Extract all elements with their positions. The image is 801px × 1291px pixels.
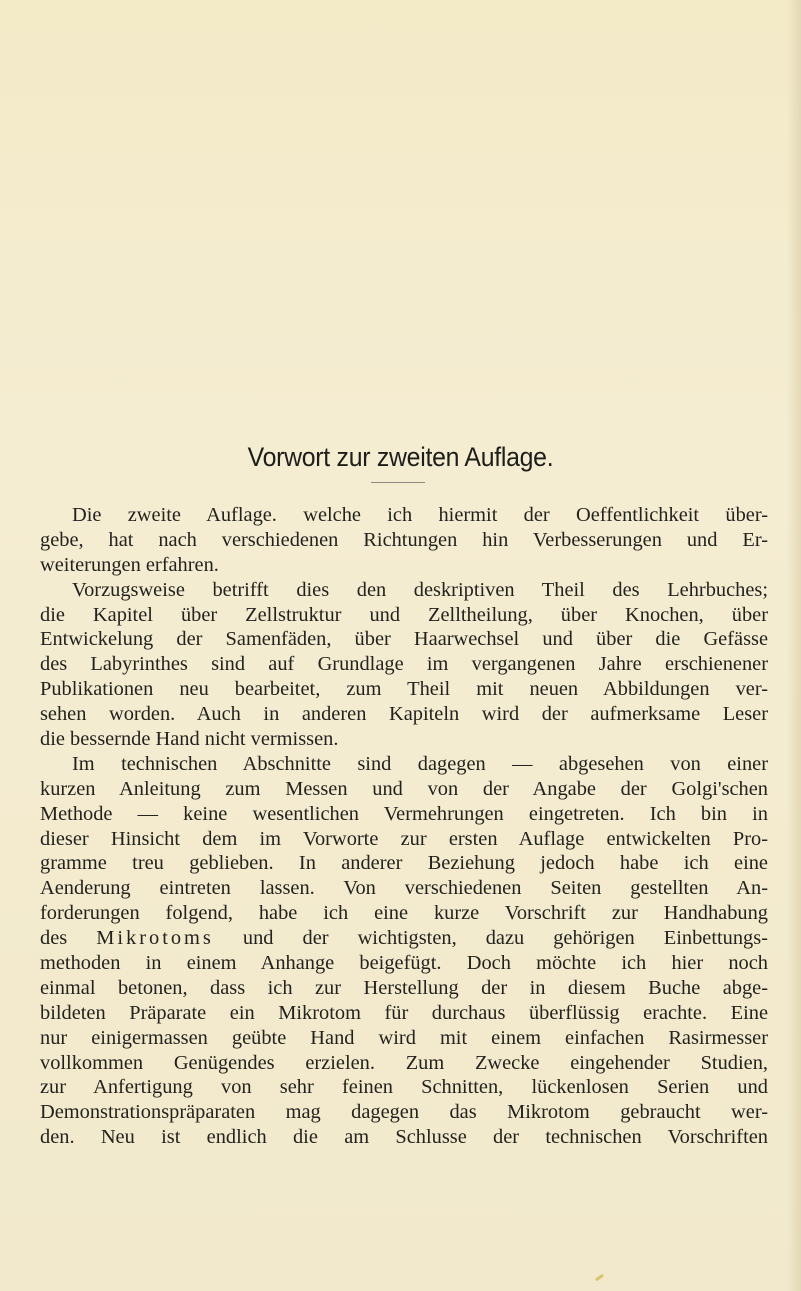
text-line: forderungen folgend, habe ich eine kurze Vorschrift zur Handhabung — [40, 902, 768, 925]
text-line-composite — [40, 926, 768, 951]
text-line: den. Neu ist endlich die am Schlusse der technischen Vorschriften — [40, 1126, 768, 1149]
text-line: bildeten Präparate ein Mikrotom für durchaus überflüssig erachte. Eine — [40, 1001, 768, 1024]
text-line: vollkommen Genügendes erzielen. Zum Zwecke eingehender Studien, — [40, 1051, 768, 1074]
preface-body — [40, 503, 768, 1150]
text-line: sehen worden. Auch in anderen Kapiteln wird der aufmerksame Leser — [40, 703, 768, 726]
text-line: Methode — keine wesentlichen Vermehrungen eingetreten. Ich bin in — [40, 802, 768, 825]
text-line: des Labyrinthes sind auf Grundlage im vergangenen Jahre erschienener — [40, 653, 768, 676]
text-fragment: des — [40, 927, 68, 950]
text-line: Publikationen neu bearbeitet, zum Theil mit neuen Abbildungen ver- — [40, 678, 768, 701]
text-line: die bessernde Hand nicht vermissen. — [40, 728, 339, 751]
text-line: Aenderung eintreten lassen. Von verschiedenen Seiten gestellten An- — [40, 877, 768, 900]
text-line: kurzen Anleitung zum Messen und von der Angabe der Golgi'schen — [40, 777, 768, 800]
text-line: Vorzugsweise betrifft dies den deskriptiven Theil des Lehrbuches; — [72, 578, 768, 601]
page-edge-shadow — [787, 0, 801, 1291]
text-line: weiterungen erfahren. — [40, 553, 219, 576]
text-line: Demonstrationspräparaten mag dagegen das Mikrotom gebraucht wer- — [40, 1101, 768, 1124]
text-line: die Kapitel über Zellstruktur und Zelltheilung, über Knochen, über — [40, 603, 768, 626]
text-line: zur Anfertigung von sehr feinen Schnitten, lückenlosen Serien und — [40, 1076, 768, 1099]
text-line: einmal betonen, dass ich zur Herstellung der in diesem Buche abge- — [40, 976, 768, 999]
text-fragment: und der wichtigsten, dazu gehörigen Einbettungs- — [242, 927, 768, 950]
text-line: gramme treu geblieben. In anderer Beziehung jedoch habe ich eine — [40, 852, 768, 875]
paper-speck — [595, 1274, 604, 1282]
text-line: gebe, hat nach verschiedenen Richtungen hin Verbesserungen und Er- — [40, 528, 768, 551]
text-line: dieser Hinsicht dem im Vorworte zur ersten Auflage entwickelten Pro- — [40, 827, 768, 850]
text-line: Die zweite Auflage. welche ich hiermit der Oeffentlichkeit über- — [72, 504, 768, 526]
text-line: Entwickelung der Samenfäden, über Haarwechsel und über die Gefässe — [40, 628, 768, 651]
heading-divider — [371, 482, 425, 483]
text-line: methoden in einem Anhange beigefügt. Doch möchte ich hier noch — [40, 952, 768, 975]
text-line: nur einigermassen geübte Hand wird mit einem einfachen Rasirmesser — [40, 1026, 768, 1049]
text-line: Im technischen Abschnitte sind dagegen — abgesehen von einer — [72, 752, 768, 775]
preface-heading: Vorwort zur zweiten Auflage. — [247, 442, 554, 472]
emphasized-term: Mikrotoms — [96, 927, 214, 950]
